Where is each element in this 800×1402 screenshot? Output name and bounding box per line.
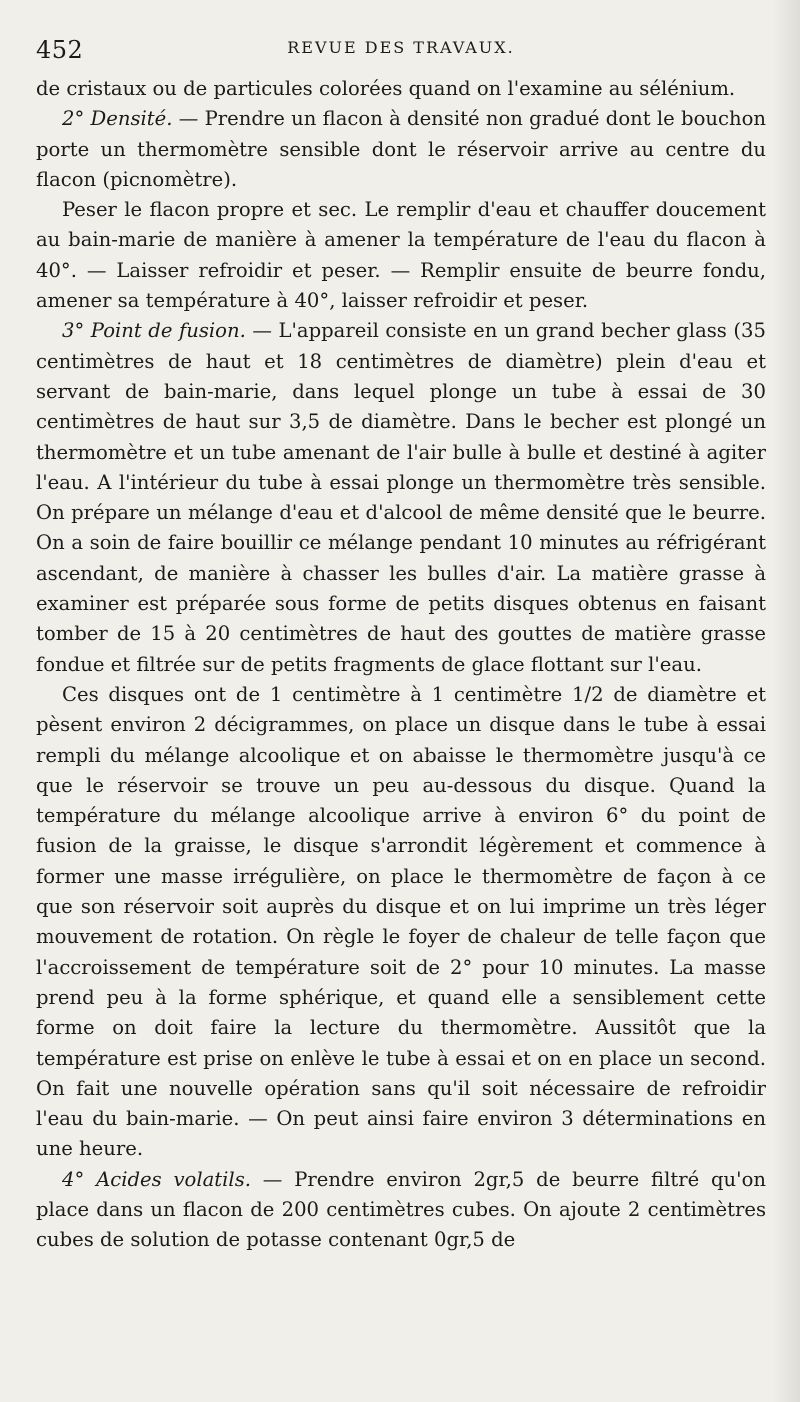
page-header — [36, 30, 766, 74]
body-text — [36, 74, 766, 1256]
page-edge-shadow — [772, 0, 800, 1402]
paragraph-text: Peser le flacon propre et sec. Le remplir d'eau et chauffer doucement au bain-marie de manière à amener la température de l'eau du flacon à 40°. — Laisser refroidir et peser. — Remplir ensuite de beurre fondu, amener sa température à 40°, laisser refroidir et peser. — [36, 198, 766, 313]
paragraph-selenium — [36, 74, 766, 104]
paragraph-disques — [36, 680, 766, 1165]
paragraph-text: — Prendre un flacon à densité non gradué dont le bouchon porte un thermomètre sensible dont le réservoir arrive au centre du flacon (picnomètre). — [36, 107, 766, 191]
document-page — [36, 30, 766, 1390]
section-title-point-de-fusion: 3° Point de fusion. — [62, 319, 246, 343]
running-title: REVUE DES TRAVAUX. — [287, 38, 515, 57]
section-title-densite: 2° Densité. — [62, 107, 173, 131]
paragraph-point-de-fusion — [36, 316, 766, 680]
paragraph-peser — [36, 195, 766, 316]
section-title-acides-volatils: 4° Acides volatils. — [62, 1167, 251, 1191]
paragraph-text: de cristaux ou de particules colorées quand on l'examine au sélénium. — [36, 77, 736, 100]
paragraph-text: Ces disques ont de 1 centimètre à 1 centimètre 1/2 de diamètre et pèsent environ 2 décigrammes, on place un disque dans le tube à essai rempli du mélange alcoolique et on abaisse le thermomètre jusqu'à ce que le réservoir se trouve un peu au-dessous du disque. Quand la température du mélange alcoolique arrive à environ 6° du point de fusion de la graisse, le disque s'arrondit légèrement et commence à former une masse irrégulière, on place le thermomètre de façon à ce que son réservoir soit auprès du disque et on lui imprime un très léger mouvement de rotation. On règle le foyer de chaleur de telle façon que l'accroissement de température soit de 2° pour 10 minutes. La masse prend peu à la forme sphérique, et quand elle a sensiblement cette forme on doit faire la lecture du thermomètre. Aussitôt que la température est prise on enlève le tube à essai et on en place un second. On fait une nouvelle opération sans qu'il soit nécessaire de refroidir l'eau du bain-marie. — On peut ainsi faire environ 3 déterminations en une heure. — [36, 682, 766, 1161]
paragraph-densite — [36, 104, 766, 195]
paragraph-text: — L'appareil consiste en un grand becher glass (35 centimètres de haut et 18 centimètres de diamètre) plein d'eau et servant de bain-marie, dans lequel plonge un tube à essai de 30 centimètres de haut sur 3,5 de diamètre. Dans le becher est plongé un thermomètre et un tube amenant de l'air bulle à bulle et destiné à agiter l'eau. A l'intérieur du tube à essai plonge un thermomètre très sensible. On prépare un mélange d'eau et d'alcool de même densité que le beurre. On a soin de faire bouillir ce mélange pendant 10 minutes au réfrigérant ascendant, de manière à chasser les bulles d'air. La matière grasse à examiner est préparée sous forme de petits disques obtenus en faisant tomber de 15 à 20 centimètres de haut des gouttes de matière grasse fondue et filtrée sur de petits fragments de glace flottant sur l'eau. — [36, 319, 766, 676]
page-number: 452 — [36, 36, 84, 64]
paragraph-text: — Prendre environ 2gr,5 de beurre filtré qu'on place dans un flacon de 200 centimètres cubes. On ajoute 2 centimètres cubes de solution de potasse contenant 0gr,5 de — [36, 1167, 766, 1252]
paragraph-acides-volatils — [36, 1165, 766, 1256]
